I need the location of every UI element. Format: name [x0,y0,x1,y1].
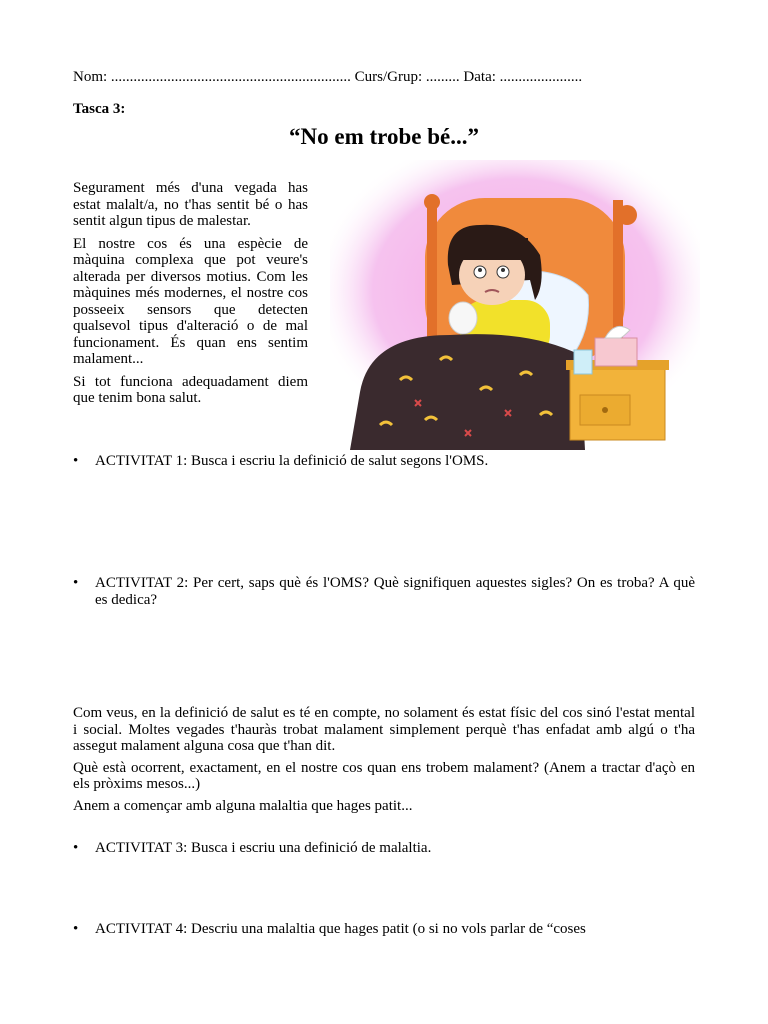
body-paragraph-3: Anem a començar amb alguna malaltia que hages patit... [73,797,413,814]
intro-paragraph-3: Si tot funciona adequadament diem que tenim bona salut. [73,373,308,406]
activity-2-text: ACTIVITAT 2: Per cert, saps què és l'OMS? Què signifiquen aquestes sigles? On es troba? A què es dedica? [95,575,695,608]
task-label: Tasca 3: [73,101,126,117]
activity-3 [73,840,695,857]
body-paragraph-2: Què està ocorrent, exactament, en el nostre cos quan ens trobem malament? (Anem a tractar d'açò en els pròxims mesos...) [73,759,695,792]
activity-2 [73,575,695,608]
activity-4 [73,921,695,938]
bullet: • [73,453,79,469]
header-fields-line: Nom: ................................................................ Curs/Grup: ......... Data: ...................... [73,69,583,85]
page-title: “No em trobe bé...” [289,124,479,149]
body-text [73,705,695,819]
bullet: • [73,921,79,937]
activity-4-text: ACTIVITAT 4: Descriu una malaltia que hages patit (o si no vols parlar de “coses [95,921,586,937]
activity-3-text: ACTIVITAT 3: Busca i escriu una definició de malaltia. [95,840,432,856]
bullet: • [73,575,79,591]
intro-paragraph-2: El nostre cos és una espècie de màquina complexa que pot veure's alterada per diversos motius. Com les màquines més modernes, el nostre cos posseeix sensors que detecten qualsevol tipus d'alteració o de mal funcionament. És quan ens sentim malament... [73,235,308,367]
bullet: • [73,840,79,856]
body-paragraph-1: Com veus, en la definició de salut es té en compte, no solament és estat físic del cos sinó l'estat mental i social. Moltes vegades t'hauràs trobat malament simplement perquè t'has enfadat amb algú o t'ha assegut malament alguna cosa que t'han dit. [73,705,695,754]
intro-paragraph-1: Segurament més d'una vegada has estat malalt/a, no t'has sentit bé o has sentit algun tipus de malestar. [73,180,308,229]
sick-girl-illustration [330,160,700,450]
intro-text [73,180,308,413]
blanket [350,334,585,450]
water-glass [574,350,592,374]
activity-1 [73,453,695,470]
activity-1-text: ACTIVITAT 1: Busca i escriu la definició de salut segons l'OMS. [95,453,489,469]
